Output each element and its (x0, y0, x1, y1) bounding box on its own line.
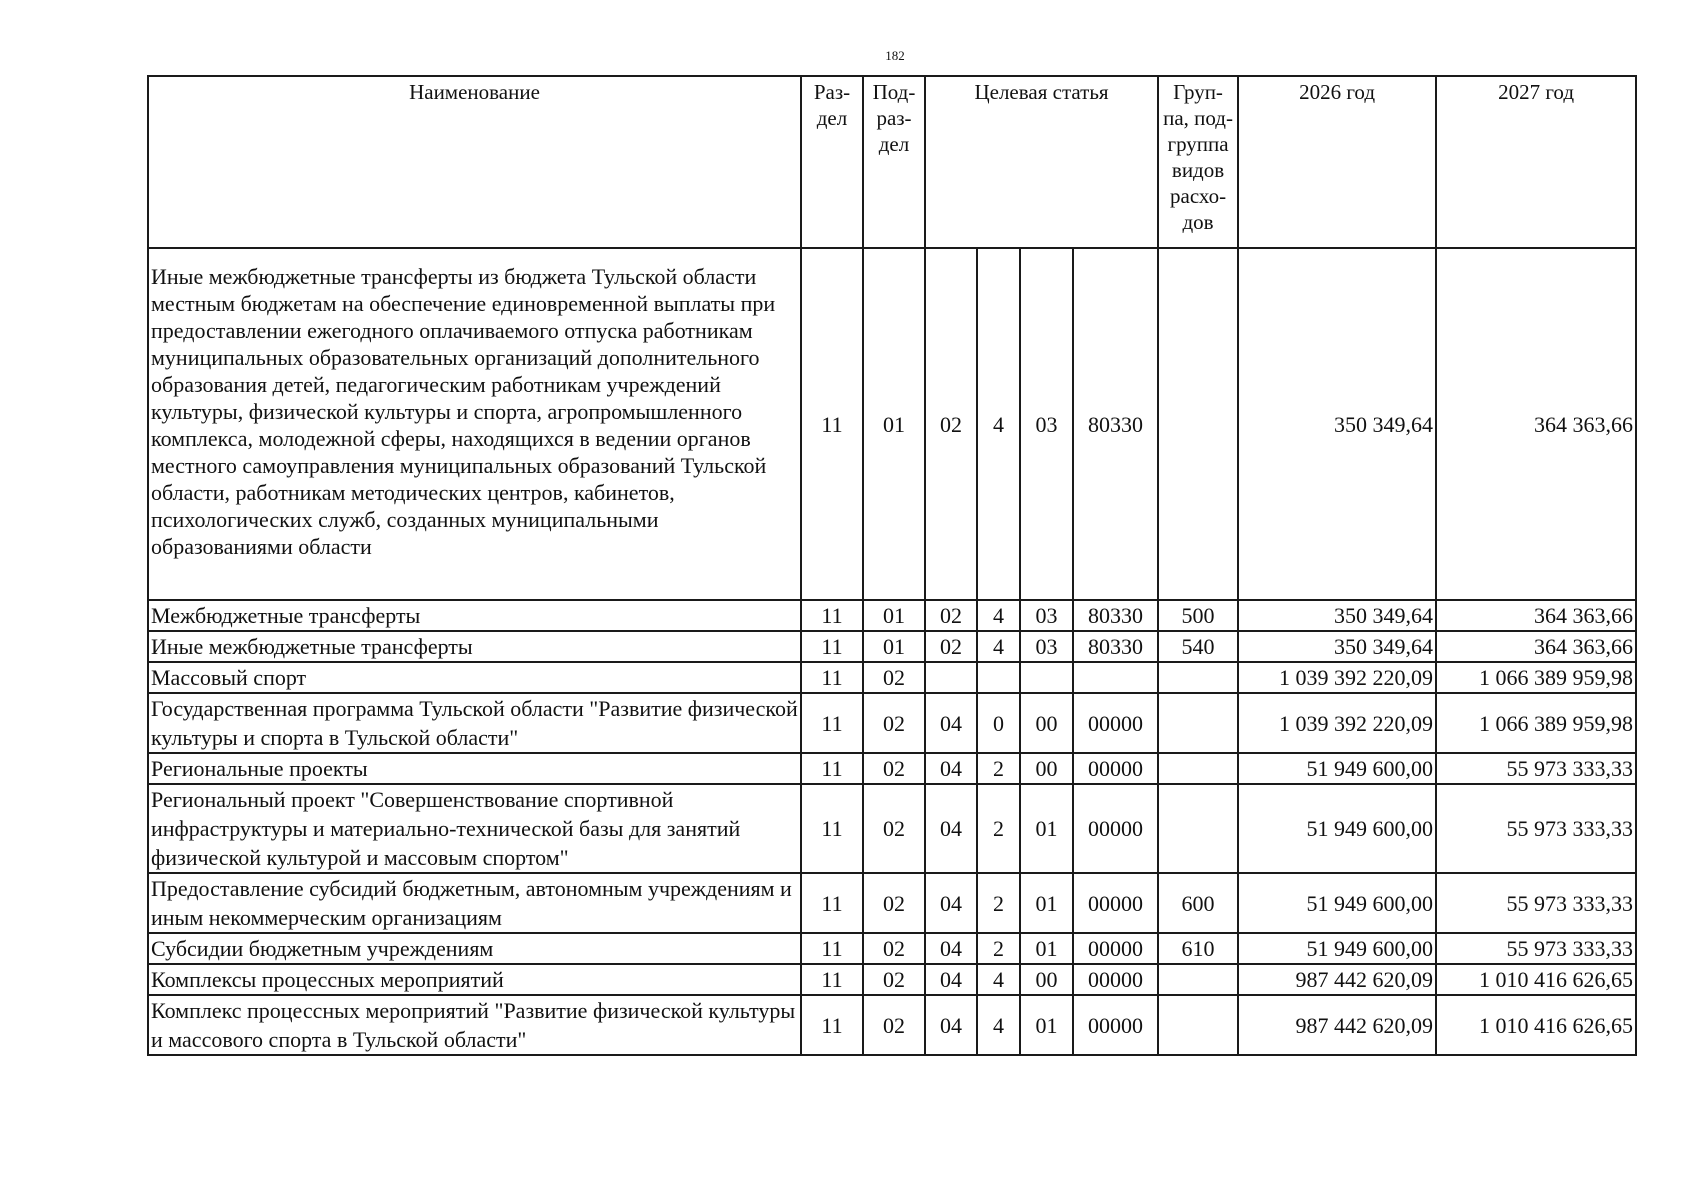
row-target-part-1: 04 (925, 873, 977, 933)
row-value-2027: 55 973 333,33 (1436, 753, 1636, 784)
row-value-2027: 55 973 333,33 (1436, 784, 1636, 873)
table-row (148, 784, 1636, 873)
row-name: Иные межбюджетные трансферты (148, 631, 801, 662)
header-razdel-line: Раз- (813, 80, 851, 104)
row-target-part-2: 4 (977, 995, 1020, 1055)
row-group (1158, 995, 1238, 1055)
header-group-line: па, под- (1163, 106, 1233, 130)
row-name: Государственная программа Тульской области "Развитие физической культуры и спорта в Тульской области" (148, 693, 801, 753)
table-row (148, 753, 1636, 784)
row-group (1158, 248, 1238, 600)
table-row (148, 662, 1636, 693)
header-podrazdel-line: раз- (876, 106, 912, 130)
row-podrazdel: 02 (863, 662, 925, 693)
row-value-2027: 55 973 333,33 (1436, 873, 1636, 933)
row-target-part-4 (1073, 662, 1158, 693)
row-name: Иные межбюджетные трансферты из бюджета Тульской области местным бюджетам на обеспечение единовременной выплаты при предоставлении ежегодного оплачиваемого отпуска работникам муниципальных образовательных организаций дополнительного образования детей, педагогическим работникам учреждений культуры, физической культуры и спорта, агропромышленного комплекса, молодежной сферы, находящихся в ведении органов местного самоуправления муниципальных образований Тульской области, работникам методических центров, кабинетов, психологических служб, созданных муниципальными образованиями области (148, 248, 801, 600)
row-target-part-2: 2 (977, 753, 1020, 784)
row-target-part-1: 04 (925, 784, 977, 873)
row-target-part-3: 01 (1020, 933, 1073, 964)
row-podrazdel: 02 (863, 753, 925, 784)
row-target-part-1: 04 (925, 753, 977, 784)
row-razdel: 11 (801, 631, 863, 662)
row-target-part-4: 00000 (1073, 784, 1158, 873)
header-group (1158, 76, 1238, 248)
table-row (148, 964, 1636, 995)
row-target-part-3: 01 (1020, 873, 1073, 933)
row-target-part-4: 00000 (1073, 995, 1158, 1055)
row-name: Массовый спорт (148, 662, 801, 693)
row-group (1158, 693, 1238, 753)
row-value-2027: 364 363,66 (1436, 248, 1636, 600)
table-row (148, 248, 1636, 600)
row-group (1158, 753, 1238, 784)
header-name: Наименование (148, 76, 801, 248)
row-target-part-2: 4 (977, 964, 1020, 995)
row-name: Региональные проекты (148, 753, 801, 784)
page-number: 182 (885, 48, 905, 63)
row-target-part-1: 02 (925, 600, 977, 631)
header-podrazdel-line: дел (878, 132, 910, 156)
header-group-line: Груп- (1173, 80, 1223, 104)
row-target-part-1: 04 (925, 964, 977, 995)
row-target-part-4: 00000 (1073, 933, 1158, 964)
row-razdel: 11 (801, 248, 863, 600)
header-group-line: дов (1182, 210, 1214, 234)
row-target-part-3: 01 (1020, 995, 1073, 1055)
row-value-2027: 1 066 389 959,98 (1436, 693, 1636, 753)
row-target-part-2 (977, 662, 1020, 693)
header-podrazdel (863, 76, 925, 248)
header-2027: 2027 год (1436, 76, 1636, 248)
row-podrazdel: 01 (863, 600, 925, 631)
row-group: 500 (1158, 600, 1238, 631)
row-podrazdel: 02 (863, 693, 925, 753)
header-podrazdel-line: Под- (872, 80, 916, 104)
header-group-line: расхо- (1170, 184, 1227, 208)
row-target-part-4: 80330 (1073, 248, 1158, 600)
row-target-part-1: 04 (925, 933, 977, 964)
row-target-part-4: 00000 (1073, 753, 1158, 784)
row-target-part-3: 01 (1020, 784, 1073, 873)
table-row (148, 693, 1636, 753)
row-razdel: 11 (801, 995, 863, 1055)
row-target-part-2: 4 (977, 600, 1020, 631)
header-group-line: группа (1167, 132, 1229, 156)
row-value-2026: 1 039 392 220,09 (1238, 693, 1436, 753)
row-target-part-4: 80330 (1073, 631, 1158, 662)
row-target-part-3: 03 (1020, 248, 1073, 600)
row-podrazdel: 01 (863, 248, 925, 600)
row-value-2027: 364 363,66 (1436, 600, 1636, 631)
header-2026: 2026 год (1238, 76, 1436, 248)
row-value-2026: 350 349,64 (1238, 600, 1436, 631)
row-razdel: 11 (801, 600, 863, 631)
row-target-part-2: 2 (977, 873, 1020, 933)
row-value-2027: 1 010 416 626,65 (1436, 964, 1636, 995)
table-row (148, 995, 1636, 1055)
row-target-part-2: 0 (977, 693, 1020, 753)
row-razdel: 11 (801, 662, 863, 693)
row-razdel: 11 (801, 964, 863, 995)
row-podrazdel: 02 (863, 873, 925, 933)
row-target-part-3: 03 (1020, 631, 1073, 662)
row-group (1158, 964, 1238, 995)
row-target-part-2: 4 (977, 631, 1020, 662)
row-target-part-1: 02 (925, 248, 977, 600)
row-podrazdel: 01 (863, 631, 925, 662)
row-razdel: 11 (801, 693, 863, 753)
row-target-part-2: 2 (977, 784, 1020, 873)
row-target-part-2: 4 (977, 248, 1020, 600)
row-group (1158, 784, 1238, 873)
row-target-part-1: 02 (925, 631, 977, 662)
row-razdel: 11 (801, 784, 863, 873)
row-value-2027: 364 363,66 (1436, 631, 1636, 662)
row-target-part-1: 04 (925, 995, 977, 1055)
row-target-part-3: 00 (1020, 753, 1073, 784)
header-razdel (801, 76, 863, 248)
row-target-part-3: 00 (1020, 693, 1073, 753)
row-group: 600 (1158, 873, 1238, 933)
row-value-2027: 55 973 333,33 (1436, 933, 1636, 964)
row-razdel: 11 (801, 753, 863, 784)
row-podrazdel: 02 (863, 784, 925, 873)
row-target-part-3: 00 (1020, 964, 1073, 995)
row-value-2026: 987 442 620,09 (1238, 964, 1436, 995)
row-value-2027: 1 010 416 626,65 (1436, 995, 1636, 1055)
row-value-2026: 51 949 600,00 (1238, 933, 1436, 964)
header-group-line: видов (1171, 158, 1225, 182)
row-target-part-3 (1020, 662, 1073, 693)
table-row (148, 600, 1636, 631)
row-value-2026: 350 349,64 (1238, 631, 1436, 662)
row-group: 610 (1158, 933, 1238, 964)
row-name: Комплекс процессных мероприятий "Развитие физической культуры и массового спорта в Тульской области" (148, 995, 801, 1055)
row-razdel: 11 (801, 933, 863, 964)
row-value-2026: 51 949 600,00 (1238, 784, 1436, 873)
row-value-2026: 51 949 600,00 (1238, 873, 1436, 933)
row-value-2026: 51 949 600,00 (1238, 753, 1436, 784)
row-target-part-4: 00000 (1073, 873, 1158, 933)
row-name: Региональный проект "Совершенствование спортивной инфраструктуры и материально-технической базы для занятий физической культурой и массовым спортом" (148, 784, 801, 873)
row-podrazdel: 02 (863, 933, 925, 964)
table-row (148, 933, 1636, 964)
table-row (148, 873, 1636, 933)
header-row (148, 76, 1636, 248)
row-value-2026: 987 442 620,09 (1238, 995, 1436, 1055)
row-target-part-1: 04 (925, 693, 977, 753)
table-row (148, 631, 1636, 662)
row-name: Предоставление субсидий бюджетным, автономным учреждениям и иным некоммерческим организациям (148, 873, 801, 933)
row-target-part-4: 80330 (1073, 600, 1158, 631)
row-razdel: 11 (801, 873, 863, 933)
row-target-part-1 (925, 662, 977, 693)
budget-table (147, 75, 1637, 1056)
row-podrazdel: 02 (863, 964, 925, 995)
row-name: Межбюджетные трансферты (148, 600, 801, 631)
row-name: Субсидии бюджетным учреждениям (148, 933, 801, 964)
row-value-2027: 1 066 389 959,98 (1436, 662, 1636, 693)
row-name: Комплексы процессных мероприятий (148, 964, 801, 995)
row-value-2026: 1 039 392 220,09 (1238, 662, 1436, 693)
row-group (1158, 662, 1238, 693)
row-target-part-4: 00000 (1073, 693, 1158, 753)
row-podrazdel: 02 (863, 995, 925, 1055)
row-target-part-3: 03 (1020, 600, 1073, 631)
header-razdel-line: дел (816, 106, 848, 130)
header-target: Целевая статья (925, 76, 1158, 248)
row-value-2026: 350 349,64 (1238, 248, 1436, 600)
row-target-part-4: 00000 (1073, 964, 1158, 995)
row-group: 540 (1158, 631, 1238, 662)
row-target-part-2: 2 (977, 933, 1020, 964)
